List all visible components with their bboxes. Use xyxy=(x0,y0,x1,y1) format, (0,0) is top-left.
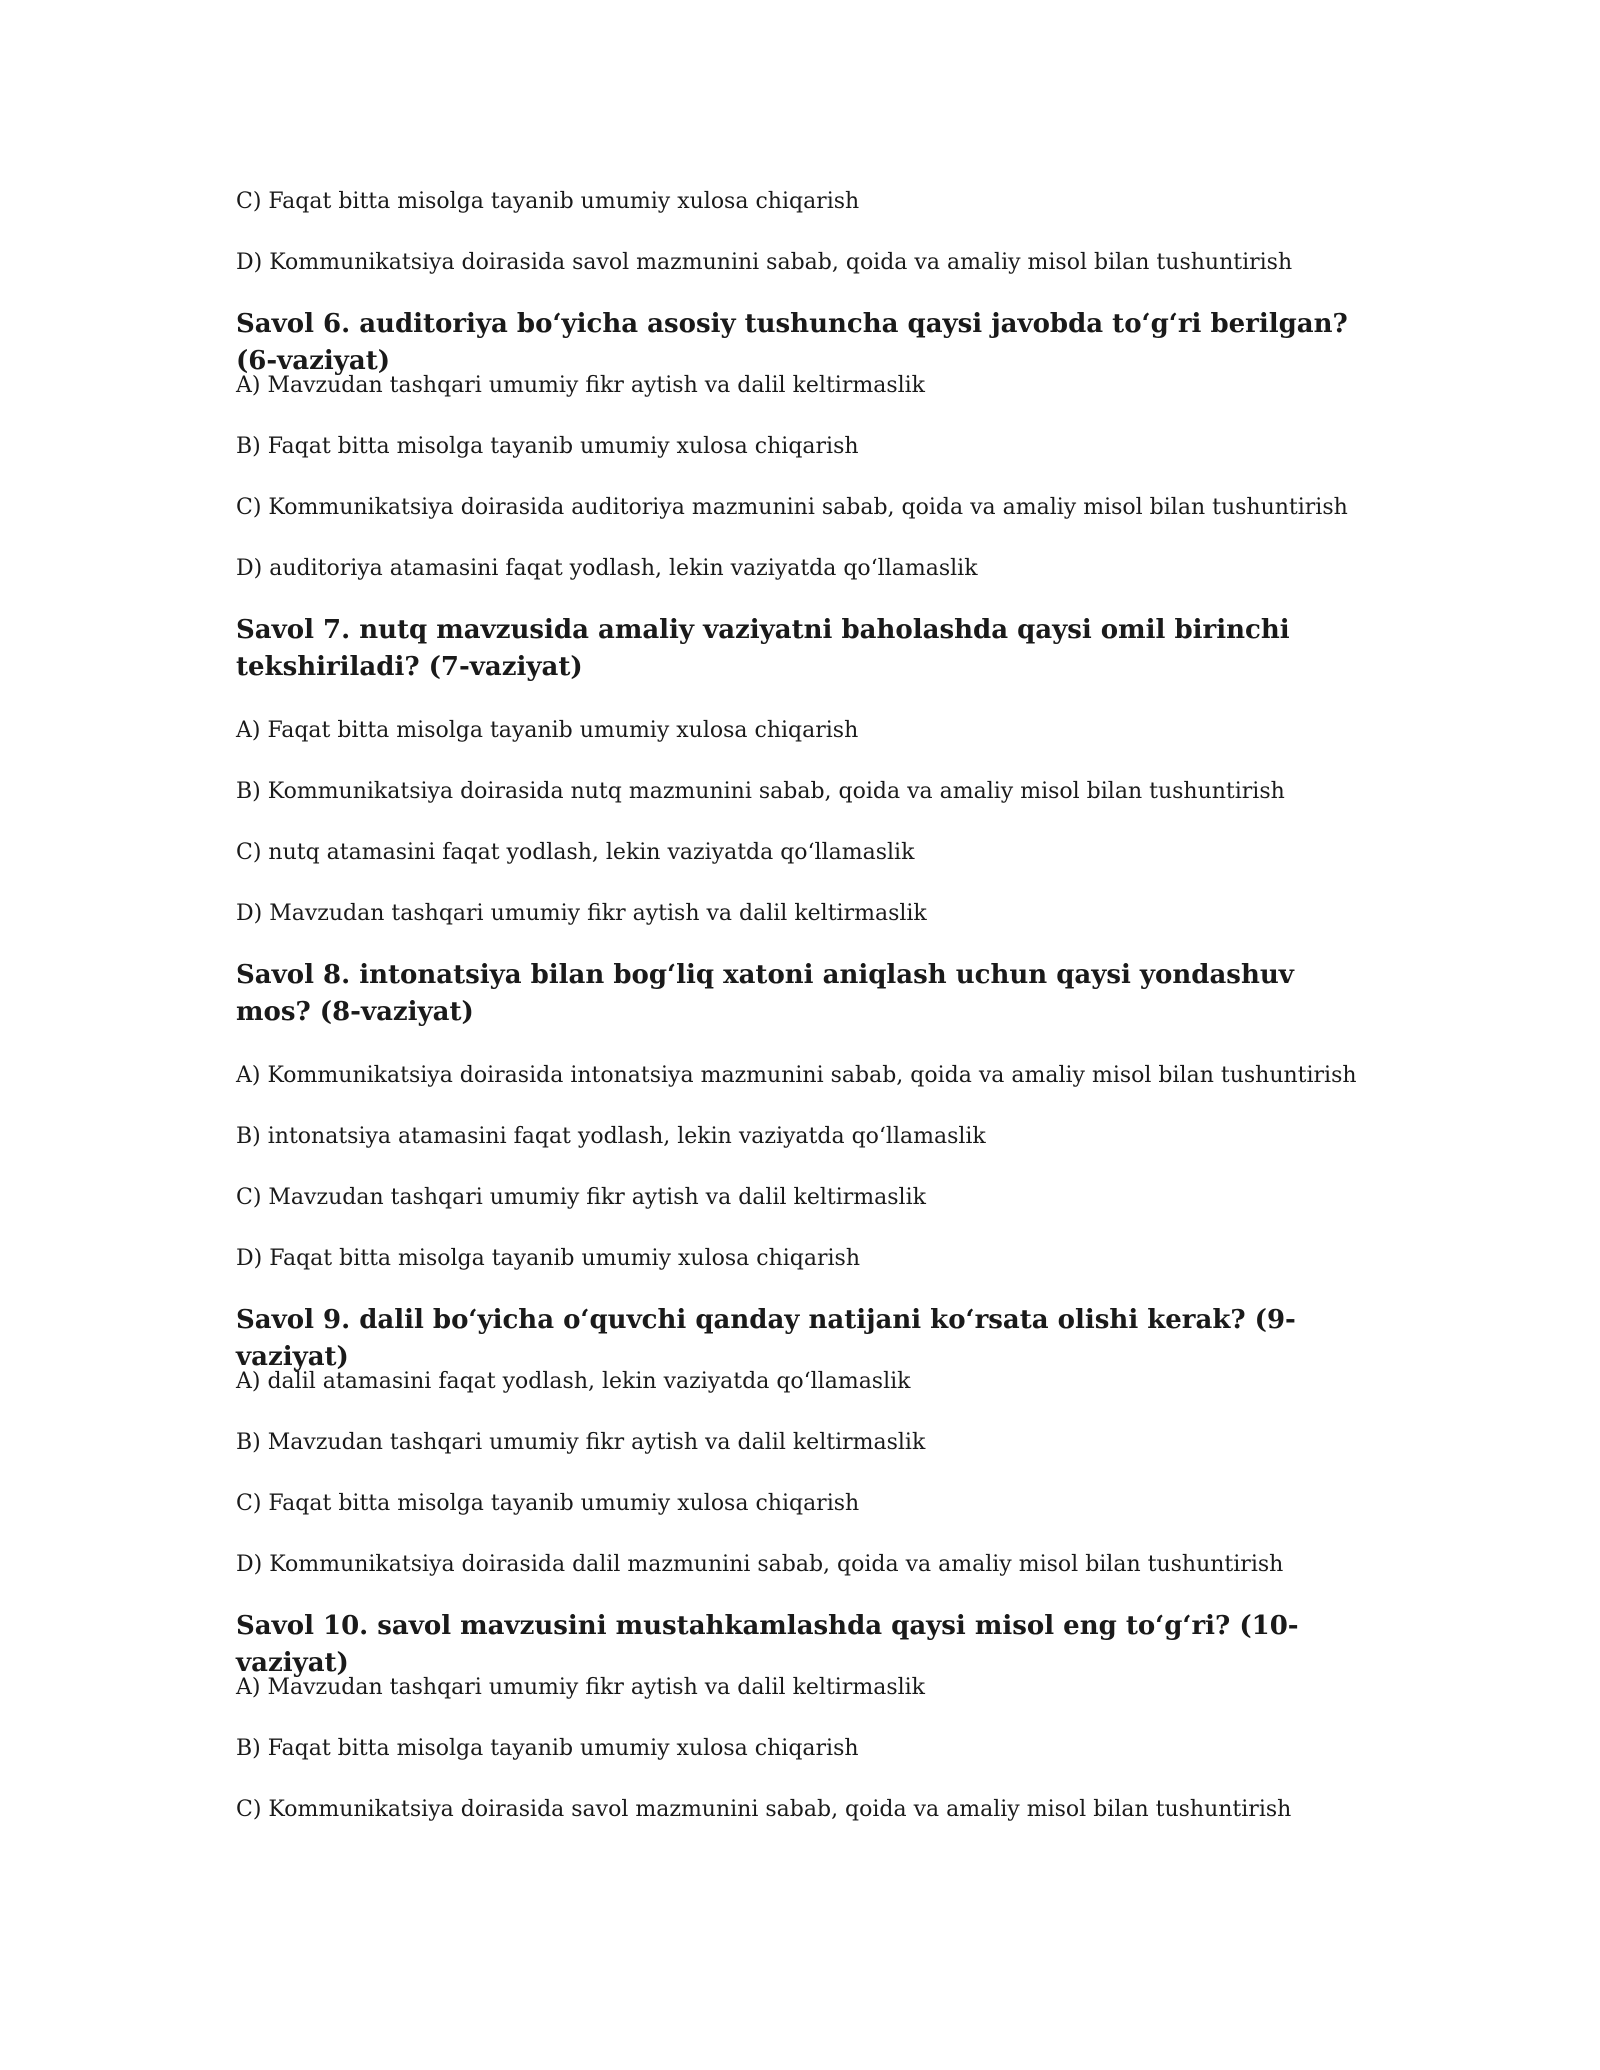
answer-option: A) Mavzudan tashqari umumiy fikr aytish va dalil keltirmaslik xyxy=(236,373,926,398)
question-title: Savol 9. dalil bo‘yicha o‘quvchi qanday natijani ko‘rsata olishi kerak? (9-vaziyat) xyxy=(236,1305,1296,1372)
answer-option: C) Faqat bitta misolga tayanib umumiy xulosa chiqarish xyxy=(236,189,860,214)
answer-option: B) Mavzudan tashqari umumiy fikr aytish va dalil keltirmaslik xyxy=(236,1430,926,1455)
answer-option: C) Faqat bitta misolga tayanib umumiy xulosa chiqarish xyxy=(236,1491,860,1516)
question-title: Savol 7. nutq mavzusida amaliy vaziyatni baholashda qaysi omil birinchi tekshiriladi? (7-vaziyat) xyxy=(236,615,1290,682)
answer-option: D) Kommunikatsiya doirasida savol mazmunini sabab, qoida va amaliy misol bilan tushuntirish xyxy=(236,250,1293,275)
answer-option: A) Faqat bitta misolga tayanib umumiy xulosa chiqarish xyxy=(236,718,859,743)
answer-option: B) Faqat bitta misolga tayanib umumiy xulosa chiqarish xyxy=(236,1736,859,1761)
answer-option: D) Faqat bitta misolga tayanib umumiy xulosa chiqarish xyxy=(236,1246,861,1271)
answer-option: C) Mavzudan tashqari umumiy fikr aytish va dalil keltirmaslik xyxy=(236,1185,926,1210)
question-title: Savol 10. savol mavzusini mustahkamlashda qaysi misol eng to‘g‘ri? (10-vaziyat) xyxy=(236,1611,1299,1678)
answer-option: A) dalil atamasini faqat yodlash, lekin vaziyatda qo‘llamaslik xyxy=(236,1369,911,1394)
question-title: Savol 6. auditoriya bo‘yicha asosiy tushuncha qaysi javobda to‘g‘ri berilgan? (6-vaziyat) xyxy=(236,309,1348,376)
answer-option: D) Mavzudan tashqari umumiy fikr aytish va dalil keltirmaslik xyxy=(236,901,927,926)
answer-option: D) Kommunikatsiya doirasida dalil mazmunini sabab, qoida va amaliy misol bilan tushuntirish xyxy=(236,1552,1284,1577)
answer-option: B) Kommunikatsiya doirasida nutq mazmunini sabab, qoida va amaliy misol bilan tushuntirish xyxy=(236,779,1285,804)
answer-option: A) Mavzudan tashqari umumiy fikr aytish va dalil keltirmaslik xyxy=(236,1675,926,1700)
answer-option: C) Kommunikatsiya doirasida savol mazmunini sabab, qoida va amaliy misol bilan tushuntirish xyxy=(236,1797,1292,1822)
question-title: Savol 8. intonatsiya bilan bog‘liq xatoni aniqlash uchun qaysi yondashuv mos? (8-vaziyat) xyxy=(236,960,1294,1027)
answer-option: B) Faqat bitta misolga tayanib umumiy xulosa chiqarish xyxy=(236,434,859,459)
answer-option: D) auditoriya atamasini faqat yodlash, lekin vaziyatda qo‘llamaslik xyxy=(236,556,978,581)
answer-option: C) Kommunikatsiya doirasida auditoriya mazmunini sabab, qoida va amaliy misol bilan tushuntirish xyxy=(236,495,1348,520)
answer-option: C) nutq atamasini faqat yodlash, lekin vaziyatda qo‘llamaslik xyxy=(236,840,915,865)
answer-option: A) Kommunikatsiya doirasida intonatsiya mazmunini sabab, qoida va amaliy misol bilan tushuntirish xyxy=(236,1063,1357,1088)
answer-option: B) intonatsiya atamasini faqat yodlash, lekin vaziyatda qo‘llamaslik xyxy=(236,1124,986,1149)
